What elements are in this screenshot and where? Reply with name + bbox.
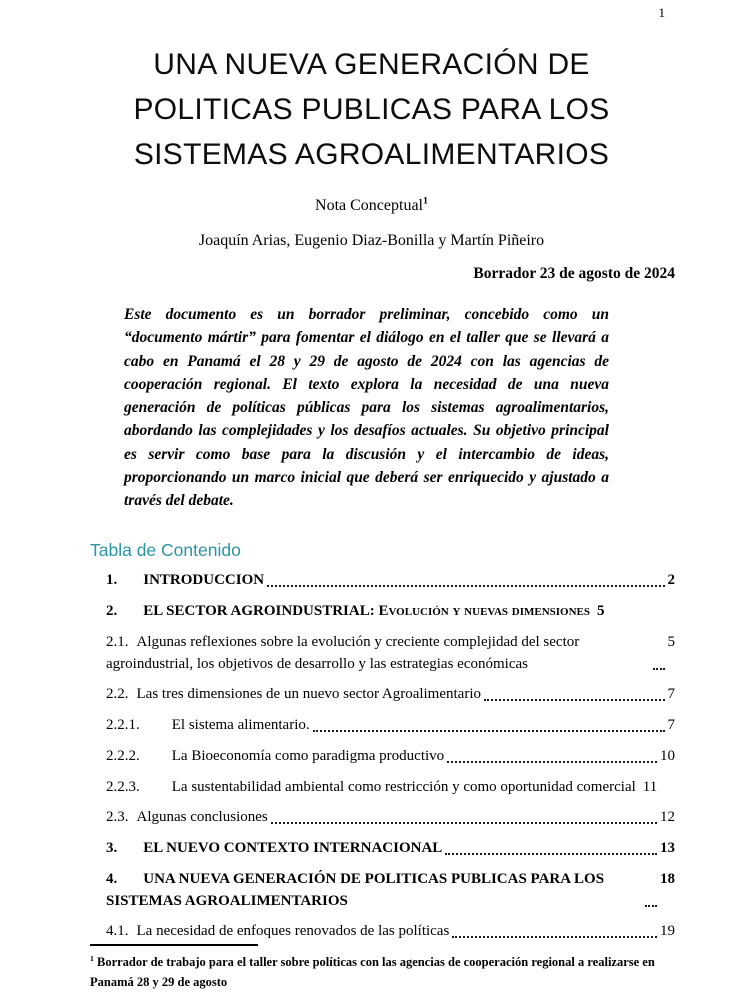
toc-page-number: 5 [597, 603, 605, 619]
dot-leader [445, 853, 657, 855]
toc-entry-number: 2.2.2. [106, 747, 140, 764]
page-number: 1 [658, 5, 665, 20]
toc-page-number: 5 [667, 633, 675, 650]
toc-entry[interactable] [106, 632, 675, 676]
footnote [90, 944, 673, 992]
toc-page-number: 19 [660, 923, 675, 940]
footnote-text [90, 953, 673, 992]
toc-entry-number: 2.2.1. [106, 717, 140, 733]
footnote-reference-mark: 1 [423, 195, 428, 207]
authors-line: Joaquín Arias, Eugenio Diaz-Bonilla y Martín Piñeiro [198, 232, 545, 249]
toc-entry-title: La necesidad de enfoques renovados de las políticas [136, 923, 450, 940]
toc-entry[interactable] [106, 869, 675, 913]
toc-entry-title: INTRODUCCION [143, 572, 265, 589]
dot-leader [484, 699, 665, 701]
subtitle [0, 197, 743, 215]
toc-entry-title-smallcaps: Evolución y nuevas dimensiones [378, 603, 590, 619]
toc-page-number: 13 [660, 840, 675, 856]
toc-heading: Tabla de Contenido [90, 540, 241, 561]
footnote-body: Borrador de trabajo para el taller sobre políticas con las agencias de cooperación regional a realizarse en Panamá 28 y 29 de agosto [90, 955, 655, 989]
dot-leader [271, 822, 657, 824]
table-of-contents [106, 570, 675, 943]
dot-leader [447, 761, 657, 763]
toc-entry-number: 1. [106, 572, 118, 589]
toc-page-number: 2 [667, 572, 675, 589]
toc-entry-number: 4. [106, 870, 118, 887]
toc-entry-number: 2.2.3. [106, 778, 140, 795]
toc-entry-title: EL NUEVO CONTEXTO INTERNACIONAL [143, 840, 443, 856]
toc-page-number: 7 [667, 686, 675, 703]
toc-entry-title: La sustentabilidad ambiental como restricción y como oportunidad comercial [171, 778, 636, 795]
toc-entry[interactable] [106, 777, 675, 799]
toc-entry-title: El sistema alimentario. [171, 717, 310, 733]
draft-date: Borrador 23 de agosto de 2024 [473, 265, 675, 282]
toc-entry-number: 4.1. [106, 923, 129, 940]
toc-entry-number: 2. [106, 603, 118, 619]
toc-page-number: 18 [660, 870, 675, 887]
toc-entry-title: Las tres dimensiones de un nuevo sector Agroalimentario [136, 686, 481, 703]
toc-entry-number: 3. [106, 840, 118, 856]
toc-entry-title: Algunas reflexiones sobre la evolución y creciente complejidad del sector agroindustrial, los objetivos de desarrollo y las estrategias económicas [106, 633, 580, 672]
toc-entry-title: La Bioeconomía como paradigma productivo [171, 747, 445, 764]
toc-page-number: 10 [660, 747, 675, 764]
toc-entry[interactable] [106, 570, 675, 592]
toc-entry-number: 2.1. [106, 633, 129, 650]
toc-entry-number: 2.2. [106, 686, 129, 703]
footnote-separator [90, 944, 258, 946]
toc-entry[interactable] [106, 921, 675, 943]
dot-leader [653, 668, 665, 670]
dot-leader [452, 936, 657, 938]
dot-leader [267, 585, 664, 587]
toc-entry-title: UNA NUEVA GENERACIÓN DE POLITICAS PUBLICAS PARA LOS SISTEMAS AGROALIMENTARIOS [106, 870, 605, 909]
toc-entry[interactable] [106, 838, 675, 860]
subtitle-text: Nota Conceptual [315, 197, 423, 214]
toc-entry-title: Algunas conclusiones [136, 809, 268, 826]
dot-leader [313, 730, 665, 732]
footnote-number: 1 [90, 954, 94, 964]
toc-entry[interactable] [106, 807, 675, 829]
toc-page-number: 11 [642, 778, 658, 795]
toc-page-number: 12 [660, 809, 675, 826]
toc-entry-title: EL SECTOR AGROINDUSTRIAL: [143, 603, 379, 619]
document-title: UNA NUEVA GENERACIÓN DE POLITICAS PUBLICAS PARA LOS SISTEMAS AGROALIMENTARIOS [133, 48, 610, 171]
toc-entry[interactable] [106, 601, 675, 623]
toc-entry[interactable] [106, 715, 675, 737]
toc-entry[interactable] [106, 684, 675, 706]
toc-entry-number: 2.3. [106, 809, 129, 826]
toc-page-number: 7 [667, 717, 675, 733]
abstract-paragraph: Este documento es un borrador preliminar, concebido como un “documento mártir” para fomentar el diálogo en el taller que se llevará a cabo en Panamá el 28 y 29 de agosto de 2024 con las agencias de cooperación regional. El texto explora la necesidad de una nueva generación de políticas públicas para los sistemas agroalimentarios, abordando las complejidades y los desafíos actuales. Su objetivo principal es servir como base para la discusión y el intercambio de ideas, proporcionando un marco inicial que deberá ser enriquecido y ajustado a través del debate. [124, 306, 609, 509]
toc-entry[interactable] [106, 746, 675, 768]
dot-leader [645, 905, 657, 907]
